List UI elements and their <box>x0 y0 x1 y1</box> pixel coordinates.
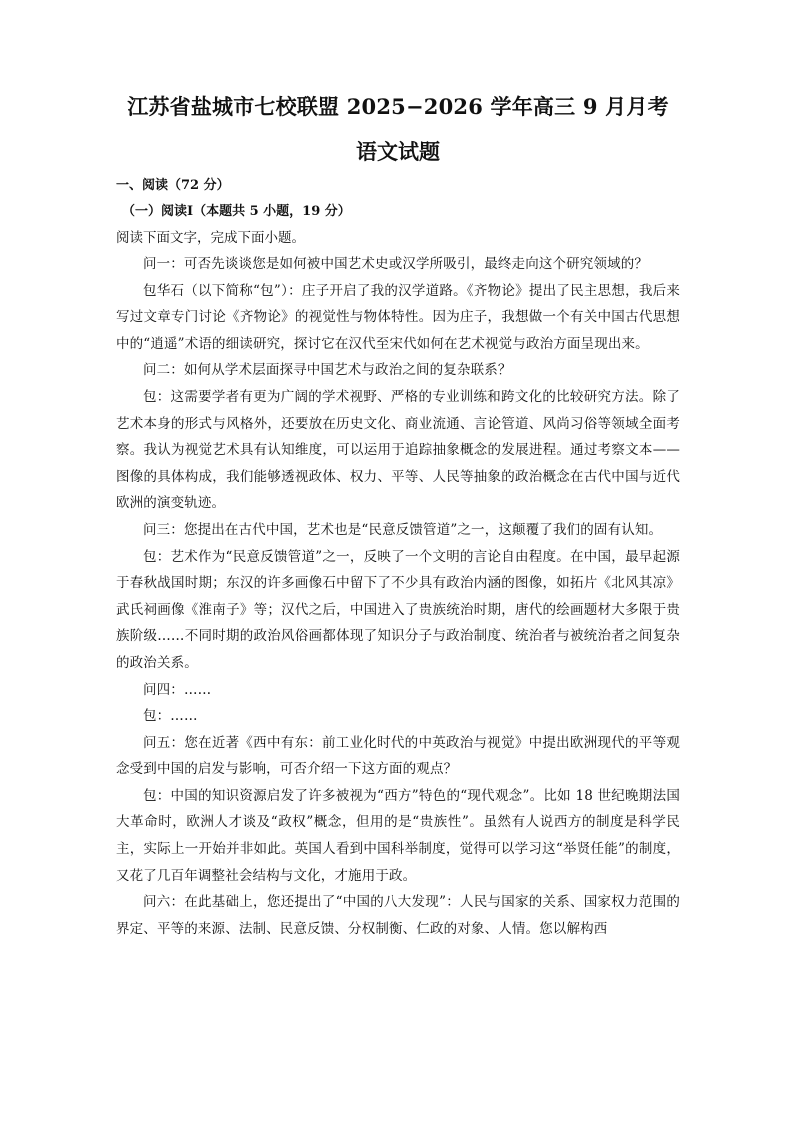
question-5: 问五：您在近著《西中有东：前工业化时代的中英政治与视觉》中提出欧洲现代的平等观念受到中国的启发与影响，可否介绍一下这方面的观点？ <box>116 734 680 778</box>
reading-instruction: 阅读下面文字，完成下面小题。 <box>116 230 305 246</box>
question-1: 问一：可否先谈谈您是如何被中国艺术史或汉学所吸引，最终走向这个研究领域的？ <box>143 256 649 272</box>
question-3: 问三：您提出在古代中国，艺术也是“民意反馈管道”之一，这颠覆了我们的固有认知。 <box>143 521 663 538</box>
interview-text <box>116 251 680 942</box>
answer-5: 包：中国的知识资源启发了许多被视为“西方”特色的“现代观念”。比如 18 世纪晚期法国大革命时，欧洲人才谈及“政权”概念，但用的是“贵族性”。虽然有人说西方的制度是科学民主，实际上一开始并非如此。英国人看到中国科举制度，觉得可以学习这“举贤任能”的制度，又花了几百年调整社会结构与文化，才施用于政。 <box>116 787 680 884</box>
document-title: 江苏省盐城市七校联盟 2025−2026 学年高三 9 月月考 <box>127 94 669 119</box>
question-2: 问二：如何从学术层面探寻中国艺术与政治之间的复杂联系？ <box>143 362 512 379</box>
answer-3: 包：艺术作为“民意反馈管道”之一，反映了一个文明的言论自由程度。在中国，最早起源于春秋战国时期；东汉的许多画像石中留下了不少具有政治内涵的图像，如拓片《北风其凉》 武氏祠画像《淮南子》等；汉代之后，中国进入了贵族统治时期，唐代的绘画题材大多限于贵族阶级……不同时期的政治风俗画都体现了知识分子与政治制度、统治者与被统治者之间复杂的政治关系。 <box>116 548 680 671</box>
section-heading: 一、阅读（72 分） <box>116 178 230 193</box>
question-4: 问四：…… <box>143 681 212 698</box>
answer-4: 包：…… <box>143 708 198 725</box>
subsection-heading: （一）阅读Ⅰ（本题共 5 小题，19 分） <box>122 204 351 219</box>
question-6: 问六：在此基础上，您还提出了“中国的八大发现”：人民与国家的关系、国家权力范围的界定、平等的来源、法制、民意反馈、分权制衡、仁政的对象、人情。您以解构西 <box>116 894 680 937</box>
document-subtitle: 语文试题 <box>356 139 440 164</box>
answer-1: 包华石（以下简称“包”）：庄子开启了我的汉学道路。《齐物论》提出了民主思想，我后来写过文章专门讨论《齐物论》的视觉性与物体特性。因为庄子，我想做一个有关中国古代思想中的“逍遥”术语的细读研究，探讨它在汉代至宋代如何在艺术视觉与政治方面呈现出来。 <box>116 282 680 352</box>
answer-2: 包：这需要学者有更为广阔的学术视野、严格的专业训练和跨文化的比较研究方法。除了艺术本身的形式与风格外，还要放在历史文化、商业流通、言论管道、风尚习俗等领域全面考察。我认为视觉艺术具有认知维度，可以运用于追踪抽象概念的发展进程。通过考察文本——图像的具体构成，我们能够透视政体、权力、平等、人民等抽象的政治概念在古代中国与近代欧洲的演变轨迹。 <box>116 388 680 512</box>
